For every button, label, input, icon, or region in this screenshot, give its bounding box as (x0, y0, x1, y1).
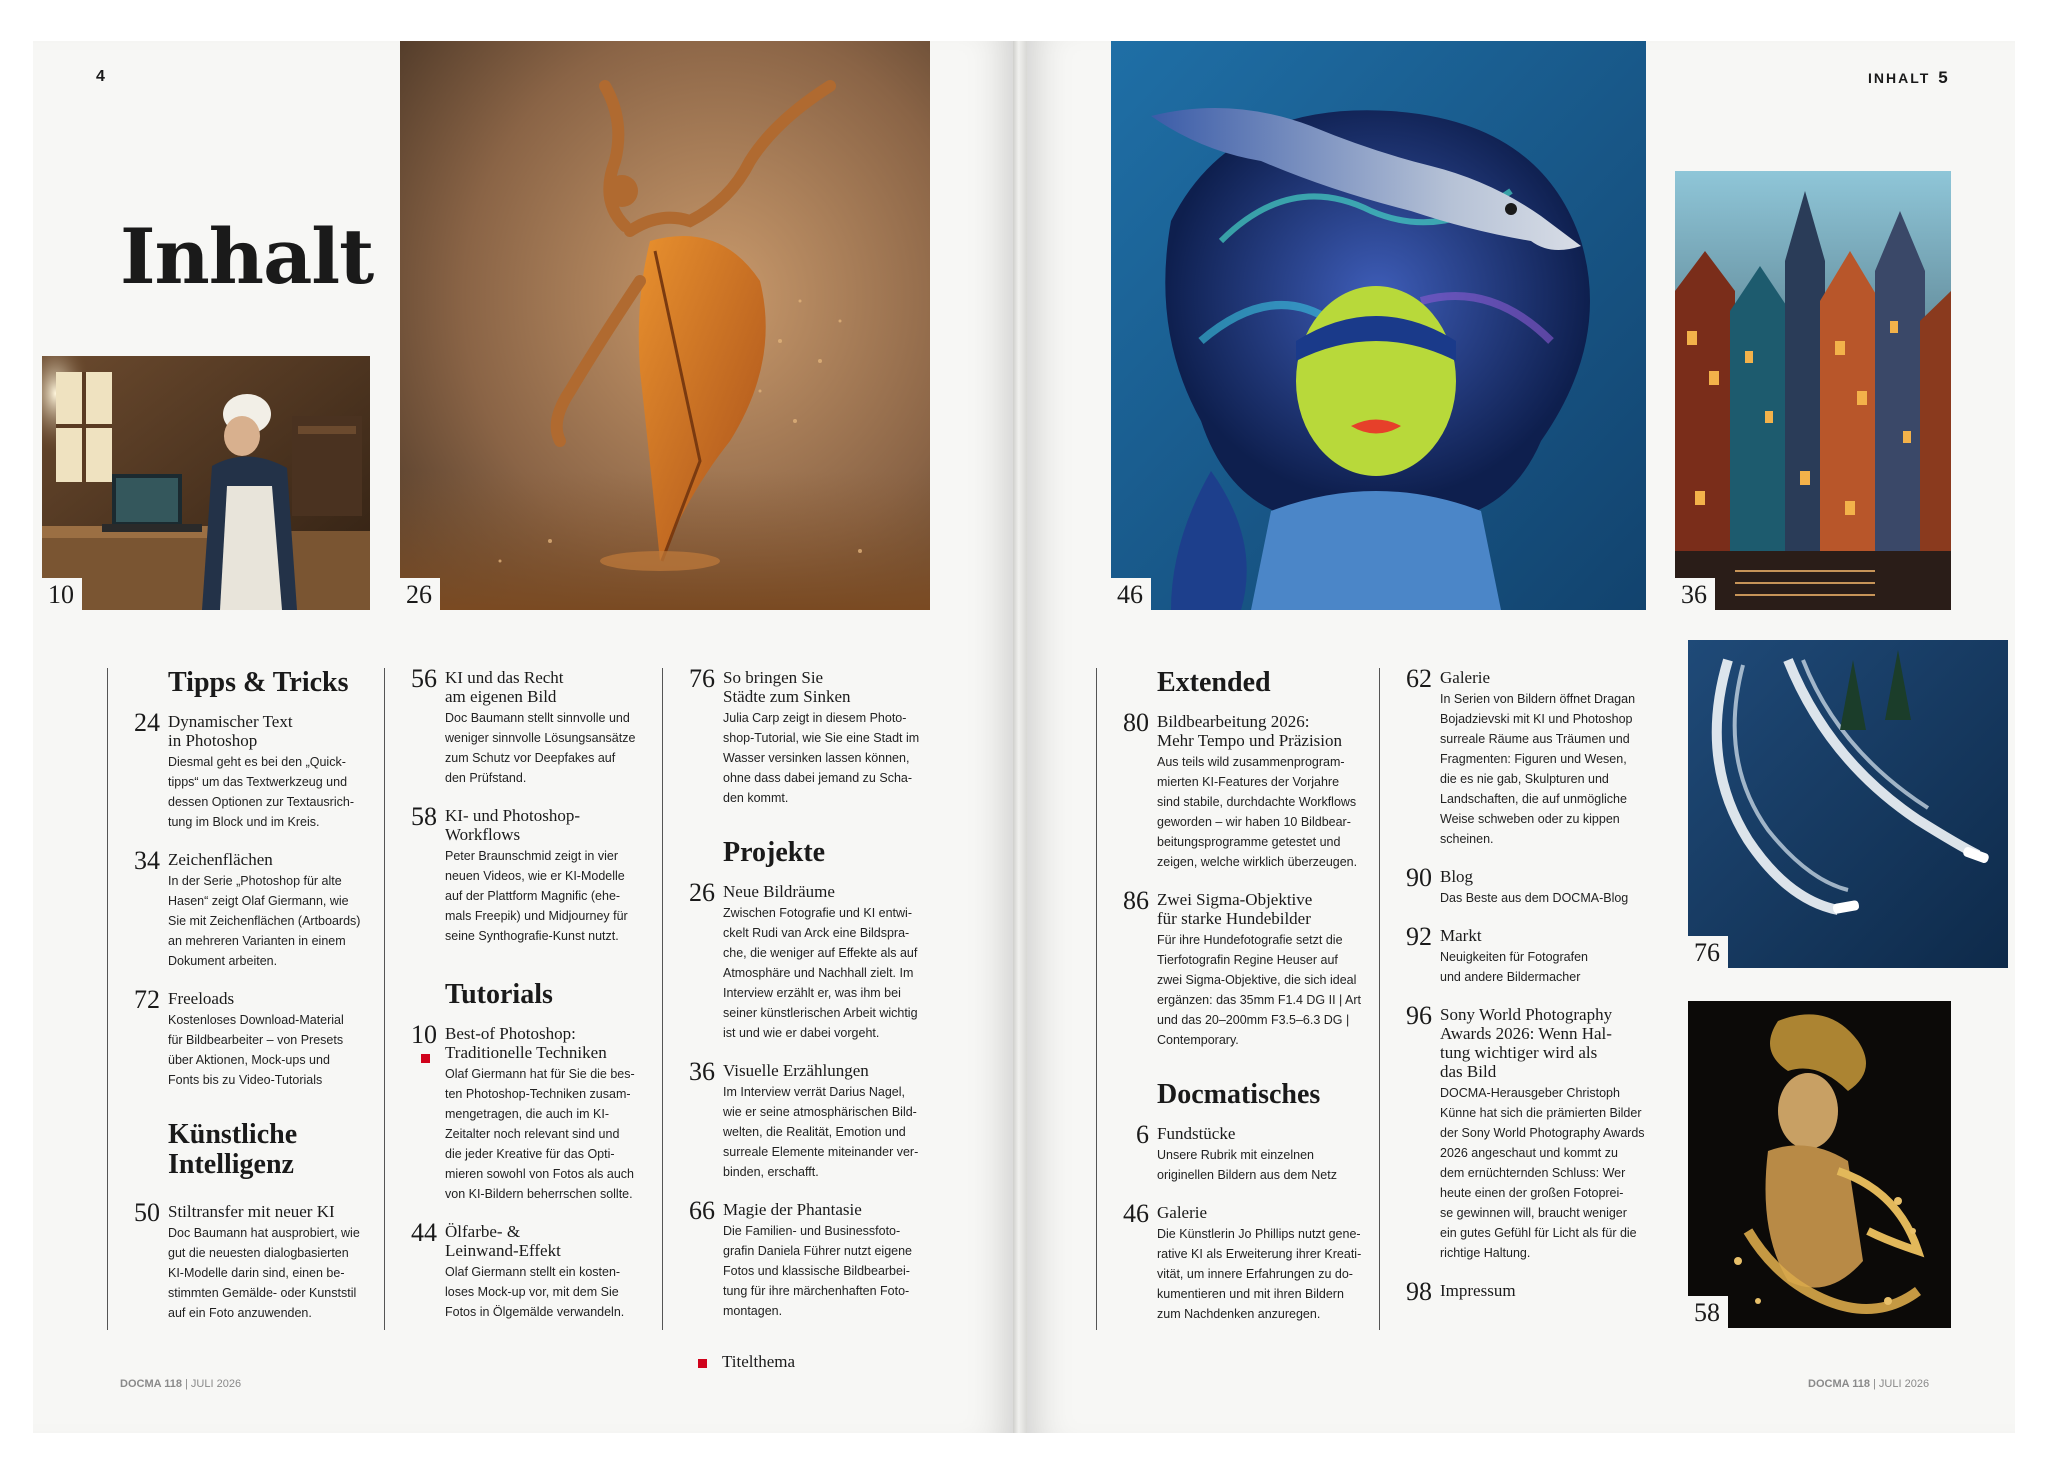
toc-entry[interactable] (1097, 886, 1377, 1050)
entry-title: KI- und Photoshop- Workflows (445, 806, 581, 844)
entry-page-number: 26 (689, 878, 715, 907)
entry-title: KI und das Recht am eigenen Bild (445, 668, 564, 706)
right-page-header (1868, 68, 1948, 88)
entry-title: Bildbearbeitung 2026: Mehr Tempo und Präzision (1157, 712, 1342, 750)
header-label: INHALT (1868, 70, 1931, 86)
entry-description: Für ihre Hundefotografie setzt die Tierfotografin Regine Heuser auf zwei Sigma-Objektive, die sich ideal ergänzen: das 35mm F1.4 DG II | Art und das 20–200mm F3.5–6.3 DG | Contemporary. (1157, 933, 1362, 1047)
page-ref-tag: 26 (400, 578, 440, 610)
toc-column-4 (1096, 668, 1377, 1330)
toc-column-1 (107, 668, 378, 1330)
entry-title: Galerie (1157, 1203, 1208, 1222)
entry-page-number: 96 (1406, 1001, 1432, 1030)
entry-page-number: 6 (1136, 1120, 1149, 1149)
entry-page-number: 90 (1406, 863, 1432, 892)
entry-page-number: 80 (1123, 708, 1149, 737)
entry-description: In der Serie „Photoshop für alte Hasen“ zeigt Olaf Giermann, wie Sie mit Zeichenflächen (Artboards) an mehreren Varianten in einem Dokument arbeiten. (168, 874, 361, 968)
page-ref-tag: 10 (42, 578, 82, 610)
entry-description: Die Familien- und Businessfoto- grafin Daniela Führer nutzt eigene Fotos und klassische Bildbearbei- tung für ihre märchenhaften Foto- montagen. (723, 1224, 913, 1318)
entry-title: Best-of Photoshop: Traditionelle Techniken (445, 1024, 607, 1062)
entry-description: Kostenloses Download-Material für Bildbearbeiter – von Presets über Aktionen, Mock-ups und Fonts bis zu Video-Tutorials (168, 1013, 344, 1087)
right-page-number: 5 (1938, 68, 1948, 87)
entry-page-number: 34 (134, 846, 160, 875)
page-title: Inhalt (120, 212, 374, 301)
entry-page-number: 76 (689, 664, 715, 693)
entry-description: Die Künstlerin Jo Phillips nutzt gene- rative KI als Erweiterung ihrer Kreati- vität, um innere Erfahrungen zu do- kumentieren und mit ihren Bildern zum Nachdenken anzuregen. (1157, 1227, 1362, 1321)
entry-title: Zeichenflächen (168, 850, 273, 869)
spine-gutter (1013, 41, 1027, 1433)
toc-entry[interactable] (385, 802, 655, 946)
toc-entry[interactable] (385, 1218, 655, 1322)
toc-entry[interactable] (663, 1057, 953, 1182)
red-square-icon (698, 1359, 707, 1368)
toc-entry[interactable] (663, 664, 953, 808)
entry-title: Markt (1440, 926, 1482, 945)
footer-brand: DOCMA 118 (120, 1378, 182, 1390)
entry-page-number: 86 (1123, 886, 1149, 915)
entry-title: Impressum (1440, 1281, 1516, 1300)
toc-entry[interactable] (108, 1198, 378, 1323)
entry-page-number: 98 (1406, 1277, 1432, 1306)
fish-portrait-photo (1111, 41, 1646, 610)
speedboats-aerial-photo (1688, 640, 2008, 968)
entry-title: Fundstücke (1157, 1124, 1236, 1143)
section-heading: Künstliche Intelligenz (168, 1119, 298, 1180)
entry-page-number: 46 (1123, 1199, 1149, 1228)
entry-page-number: 56 (411, 664, 437, 693)
section-heading: Docmatisches (1157, 1079, 1321, 1110)
entry-page-number: 66 (689, 1196, 715, 1225)
entry-page-number: 50 (134, 1198, 160, 1227)
footer-date: | JULI 2026 (185, 1378, 242, 1390)
page-ref-tag: 46 (1111, 578, 1151, 610)
footer-date: | JULI 2026 (1873, 1378, 1930, 1390)
entry-description: Zwischen Fotografie und KI entwi- ckelt Rudi van Arck eine Bildspra- che, die weniger auf Effekte als auf Atmosphäre und Nachhall zielt. Im Interview erzählt er, was ihm bei seiner künstlerischen Arbeit wichtig ist und wie er dabei vorgeht. (723, 906, 918, 1040)
toc-entry[interactable] (385, 664, 655, 788)
entry-description: Doc Baumann hat ausprobiert, wie gut die neuesten dialogbasierten KI-Modelle darin sind, einen be- stimmten Gemälde- oder Kunststil auf ein Foto anzuwenden. (168, 1226, 360, 1320)
toc-entry[interactable] (1097, 708, 1377, 872)
entry-title: Dynamischer Text in Photoshop (168, 712, 293, 750)
footer-brand: DOCMA 118 (1808, 1378, 1870, 1390)
entry-description: Neuigkeiten für Fotografen und andere Bildermacher (1440, 950, 1589, 984)
page-ref-tag: 76 (1688, 936, 1728, 968)
entry-description: Im Interview verrät Darius Nagel, wie er seine atmosphärischen Bild- welten, die Realität, Emotion und surreale Elemente miteinander ver- binden, erschafft. (723, 1085, 919, 1179)
entry-page-number: 92 (1406, 922, 1432, 951)
toc-entry[interactable] (108, 846, 378, 971)
entry-page-number: 44 (411, 1218, 437, 1247)
toc-column-2 (384, 664, 655, 1330)
toc-entry[interactable] (1380, 863, 1670, 908)
toc-entry[interactable] (385, 1020, 655, 1204)
entry-description: Doc Baumann stellt sinnvolle und weniger sinnvolle Lösungsansätze zum Schutz vor Deepfakes auf den Prüfstand. (445, 711, 636, 785)
section-heading: Projekte (723, 837, 826, 868)
entry-title: Visuelle Erzählungen (723, 1061, 869, 1080)
entry-page-number: 72 (134, 985, 160, 1014)
left-footer (120, 1378, 241, 1390)
entry-page-number: 58 (411, 802, 437, 831)
entry-title: Sony World Photography Awards 2026: Wenn Hal- tung wichtiger wird als das Bild (1440, 1005, 1613, 1081)
toc-entry[interactable] (1097, 1120, 1377, 1185)
entry-description: Olaf Giermann hat für Sie die bes- ten Photoshop-Techniken zusam- mengetragen, die auch im KI- Zeitalter noch relevant sind und die jeder Kreative für das Opti- mieren sowohl von Fotos als auch von KI-Bildern beherrschen sollte. (445, 1067, 635, 1201)
entry-description: Julia Carp zeigt in diesem Photo- shop-Tutorial, wie Sie eine Stadt im Wasser versinken lassen können, ohne dass dabei jemand zu Scha- den kommt. (723, 711, 920, 805)
entry-description: DOCMA-Herausgeber Christoph Künne hat sich die prämierten Bilder der Sony World Photography Awards 2026 angeschaut und kommt zu dem ernüchternden Schluss: Wer heute einen der großen Fotoprei- se gewinnen will, braucht weniger ein gutes Gefühl für Licht als für die richtige Haltung. (1440, 1086, 1645, 1260)
toc-entry[interactable] (1380, 1001, 1670, 1263)
entry-page-number: 36 (689, 1057, 715, 1086)
laptop-woman-photo (42, 356, 370, 610)
toc-entry[interactable] (108, 708, 378, 832)
entry-description: Das Beste aus dem DOCMA-Blog (1440, 891, 1629, 905)
page-ref-tag: 36 (1675, 578, 1715, 610)
gold-splash-woman-photo (1688, 1001, 1951, 1328)
section-heading: Tutorials (445, 979, 553, 1010)
toc-column-5 (1379, 664, 1670, 1330)
entry-page-number: 10 (411, 1020, 437, 1049)
section-heading: Extended (1157, 667, 1271, 698)
entry-title: Blog (1440, 867, 1474, 886)
entry-title: Freeloads (168, 989, 235, 1008)
entry-title: Zwei Sigma-Objektive für starke Hundebilder (1157, 890, 1313, 928)
toc-column-3 (662, 664, 953, 1330)
left-page-number: 4 (96, 68, 105, 85)
entry-description: In Serien von Bildern öffnet Dragan Bojadzievski mit KI und Photoshop surreale Räume aus Träumen und Fragmenten: Figuren und Wesen, die es nie gab, Skulpturen und Landschaften, die auf unmögliche Weise schweben oder zu kippen scheinen. (1440, 692, 1636, 846)
toc-entry[interactable] (1380, 922, 1670, 987)
entry-title: Neue Bildräume (723, 882, 835, 901)
toc-entry[interactable] (1380, 664, 1670, 849)
toc-entry[interactable] (1097, 1199, 1377, 1324)
entry-description: Unsere Rubrik mit einzelnen originellen Bildern aus dem Netz (1157, 1148, 1337, 1182)
leaf-dancer-photo (400, 41, 930, 610)
entry-page-number: 62 (1406, 664, 1432, 693)
toc-entry[interactable] (108, 985, 378, 1090)
entry-description: Peter Braunschmid zeigt in vier neuen Videos, wie er KI-Modelle auf der Plattform Magnific (ehe- mals Freepik) und Midjourney für seine Synthografie-Kunst nutzt. (445, 849, 628, 943)
titelthema-legend: Titelthema (722, 1352, 796, 1371)
entry-title: Galerie (1440, 668, 1491, 687)
entry-page-number: 24 (134, 708, 160, 737)
entry-description: Aus teils wild zusammenprogram- mierten KI-Features der Vorjahre sind stabile, durchdachte Workflows geworden – wir haben 10 Bildbear- beitungsprogramme getestet und zeigen, welche wirklich überzeugen. (1157, 755, 1358, 869)
entry-description: Diesmal geht es bei den „Quick- tipps“ um das Textwerkzeug und dessen Optionen zur Textausrich- tung im Block und im Kreis. (168, 755, 354, 829)
entry-description: Olaf Giermann stellt ein kosten- loses Mock-up vor, mit dem Sie Fotos in Ölgemälde verwandeln. (445, 1265, 625, 1319)
red-square-icon (421, 1054, 430, 1063)
right-footer (1808, 1378, 1929, 1390)
entry-title: Magie der Phantasie (723, 1200, 862, 1219)
surreal-city-illustration (1675, 171, 1951, 610)
page-ref-tag: 58 (1688, 1296, 1728, 1328)
section-heading: Tipps & Tricks (168, 667, 349, 698)
toc-entry[interactable] (663, 878, 953, 1043)
entry-title: Stiltransfer mit neuer KI (168, 1202, 335, 1221)
entry-title: So bringen Sie Städte zum Sinken (723, 668, 851, 706)
entry-title: Ölfarbe- & Leinwand-Effekt (445, 1222, 561, 1260)
toc-entry[interactable] (663, 1196, 953, 1321)
toc-entry[interactable] (1380, 1277, 1670, 1306)
